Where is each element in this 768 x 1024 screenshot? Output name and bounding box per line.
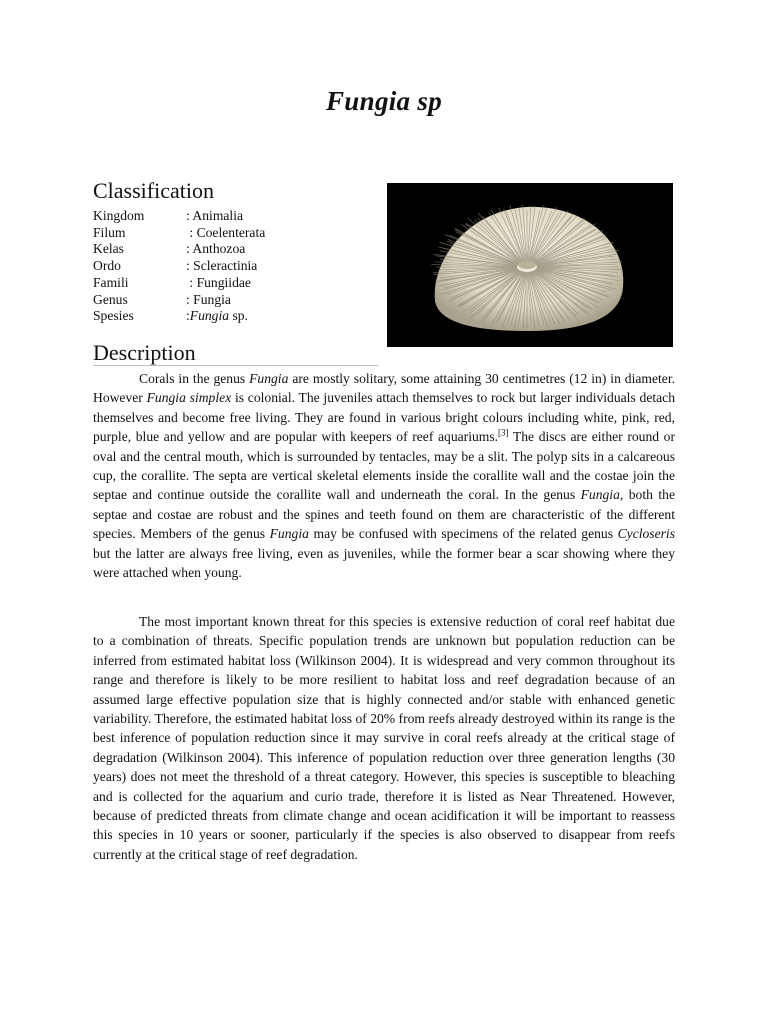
classification-row-ordo [93, 258, 265, 275]
species-genus: Fungia [189, 308, 230, 324]
text-run: The discs are either round or oval and the central mouth, which is surrounded by tentacles, may be a slit. The polyp sits in a calcareous cup, the corallite. The septa are vertical skeletal elements inside the corallite wall and the costae join the septae and continue outside the corallite wall and underneath the coral. In the genus [93, 429, 675, 503]
classification-row-famili [93, 275, 265, 292]
classification-key: Kelas [93, 241, 124, 257]
classification-key: Filum [93, 224, 126, 240]
description-paragraph-2: The most important known threat for this species is extensive reduction of coral reef habitat due to a combination of threats. Specific population trends are unknown but population reduction can be inferred from estimated habitat loss (Wilkinson 2004). It is widespread and very common throughout its range and therefore is likely to be more resilient to habitat loss and reef degradation because of an assumed large effective population size that is highly connected and/or stable with enhanced genetic variability. Therefore, the estimated habitat loss of 20% from reefs already destroyed within its range is the best inference of population reduction since it may survive in coral reefs already at the critical stage of degradation (Wilkinson 2004). This inference of population reduction over three generation lengths (30 years) does not meet the threshold of a threat category. However, this species is susceptible to bleaching and is collected for the aquarium and curio trade, therefore it is listed as Near Threatened. However, because of predicted threats from climate change and ocean acidification it will be important to reassess this species in 10 years or sooner, particularly if the species is also observed to disappear from reefs currently at the critical stage of reef degradation. [93, 614, 675, 862]
text-run: is colonial. The juveniles attach themselves to rock but larger individuals detach themselves and become free living. They are found in various bright colours including white, pink, red, purple, blue and yellow and are popular with keepers of reef aquariums. [93, 390, 675, 445]
italic-genus: Fungia [249, 371, 289, 386]
classification-heading: Classification [93, 178, 214, 203]
classification-value: : Anthozoa [186, 241, 246, 257]
italic-genus: Fungia [269, 526, 309, 542]
italic-species: Fungia simplex [146, 390, 232, 406]
classification-value: : Coelenterata [186, 224, 266, 240]
text-run: are mostly solitary, some attaining 30 centimetres (12 in) in diameter. However [93, 371, 675, 406]
description-divider [93, 365, 378, 366]
classification-row-genus [93, 292, 265, 309]
species-prefix: : [186, 308, 190, 324]
coral-illustration [387, 183, 673, 347]
text-run: , both the septae and costae are robust and the spines and teeth found on them are characteristic of the different species. Members of the genus [93, 487, 675, 542]
italic-genus: Fungia [580, 487, 620, 503]
description-heading: Description [93, 340, 196, 365]
classification-row-kelas [93, 241, 265, 258]
classification-key: Spesies [93, 308, 134, 324]
text-run: may be confused with specimens of the related genus [308, 526, 618, 542]
species-suffix: sp. [229, 308, 248, 324]
classification-value [186, 308, 248, 325]
classification-key: Kingdom [93, 208, 145, 223]
text-run: Corals in the genus [139, 371, 250, 386]
italic-genus: Cycloseris [617, 526, 675, 542]
classification-key: Genus [93, 291, 128, 307]
classification-value: : Fungia [186, 291, 231, 307]
coral-photo [387, 183, 673, 347]
classification-value: : Fungiidae [186, 274, 251, 290]
classification-row-filum [93, 225, 265, 242]
classification-row-spesies [93, 308, 265, 325]
classification-value: : Scleractinia [186, 258, 258, 274]
classification-table [93, 208, 265, 325]
coral-mouth [518, 261, 536, 269]
text-run: but the latter are always free living, even as juveniles, while the former bear a scar showing where they were attached when young. [93, 545, 675, 581]
classification-value: : Animalia [186, 208, 244, 223]
classification-row-kingdom [93, 208, 265, 225]
classification-key: Famili [93, 274, 129, 290]
page-title: Fungia sp [326, 86, 442, 116]
description-paragraph-1 [93, 369, 675, 582]
citation-reference[interactable]: [3] [498, 427, 509, 438]
classification-key: Ordo [93, 258, 121, 274]
